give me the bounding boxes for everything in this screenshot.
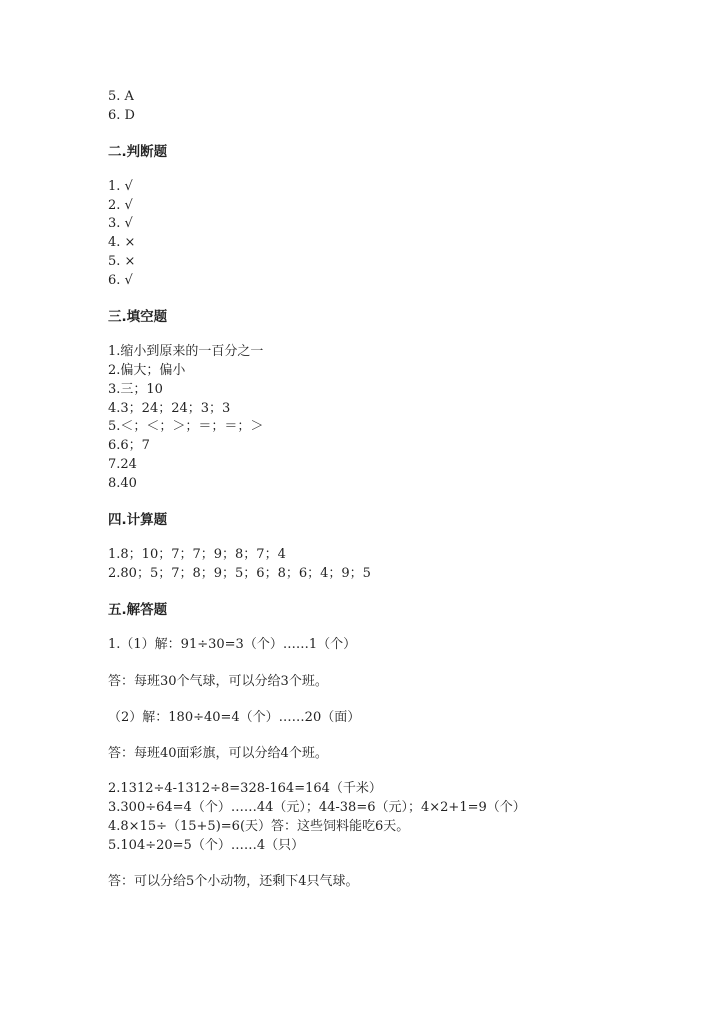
choice-answer-6: 6. D [108, 108, 135, 123]
judgment-answer-4: 4. × [108, 235, 136, 250]
solution-5: 5.104÷20=5（个）……4（只） [108, 838, 305, 853]
fill-answer-1: 1.缩小到原来的一百分之一 [108, 344, 264, 359]
judgment-answer-6: 6. √ [108, 273, 133, 288]
calc-answer-2: 2.80；5；7；8；9；5；6；8；6；4；9；5 [108, 566, 371, 581]
fill-answer-8: 8.40 [108, 476, 137, 491]
solution-5-answer: 答：可以分给5个小动物，还剩下4只气球。 [108, 874, 359, 889]
solution-1-answer2: 答：每班40面彩旗，可以分给4个班。 [108, 746, 328, 761]
calc-answer-1: 1.8；10；7；7；9；8；7；4 [108, 547, 286, 562]
judgment-answer-1: 1. √ [108, 179, 133, 194]
judgment-answer-2: 2. √ [108, 198, 133, 213]
section-title-judgment: 二.判断题 [108, 144, 168, 160]
section-title-calculation: 四.计算题 [108, 512, 168, 528]
solution-1-answer1: 答：每班30个气球，可以分给3个班。 [108, 674, 328, 689]
solution-1-part1: 1.（1）解：91÷30=3（个）……1（个） [108, 637, 357, 652]
solution-2: 2.1312÷4-1312÷8=328-164=164（千米） [108, 781, 382, 796]
fill-answer-2: 2.偏大；偏小 [108, 363, 186, 378]
fill-answer-6: 6.6；7 [108, 438, 150, 453]
solution-3: 3.300÷64=4（个）……44（元）；44-38=6（元）；4×2+1=9（个） [108, 800, 526, 815]
choice-answer-5: 5. A [108, 89, 134, 104]
section-title-solution: 五.解答题 [108, 602, 168, 618]
fill-answer-4: 4.3；24；24；3；3 [108, 401, 231, 416]
fill-answer-5: 5.＜；＜；＞；＝；＝；＞ [108, 419, 264, 434]
fill-answer-3: 3.三；10 [108, 382, 163, 397]
solution-1-part2: （2）解：180÷40=4（个）……20（面） [108, 710, 361, 725]
judgment-answer-3: 3. √ [108, 216, 133, 231]
solution-4: 4.8×15÷（15+5)=6(天）答：这些饲料能吃6天。 [108, 819, 410, 834]
fill-answer-7: 7.24 [108, 457, 137, 472]
section-title-fill-blank: 三.填空题 [108, 309, 168, 325]
judgment-answer-5: 5. × [108, 254, 136, 269]
